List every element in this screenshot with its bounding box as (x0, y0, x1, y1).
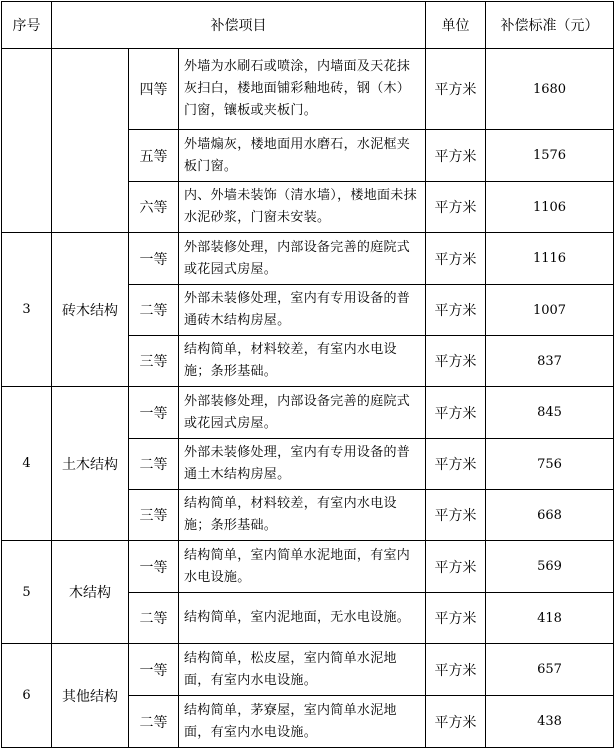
price-cell: 1106 (486, 182, 614, 233)
description-cell: 外部装修处理，内部设备完善的庭院式或花园式房屋。 (179, 233, 426, 285)
unit-cell: 平方米 (426, 130, 486, 182)
unit-cell: 平方米 (426, 387, 486, 439)
grade-cell: 二等 (129, 593, 179, 644)
header-standard: 补偿标准（元） (486, 2, 614, 49)
grade-cell: 六等 (129, 182, 179, 233)
price-cell: 438 (486, 696, 614, 748)
grade-cell: 三等 (129, 490, 179, 541)
table-row (2, 541, 614, 593)
price-cell: 756 (486, 439, 614, 490)
price-cell: 657 (486, 644, 614, 696)
price-cell: 1116 (486, 233, 614, 285)
grade-cell: 一等 (129, 233, 179, 285)
unit-cell: 平方米 (426, 593, 486, 644)
seq-cell (2, 49, 52, 233)
description-cell: 外部未装修处理，室内有专用设备的普通砖木结构房屋。 (179, 285, 426, 336)
price-cell: 837 (486, 336, 614, 387)
category-cell: 土木结构 (52, 387, 129, 541)
description-cell: 结构简单，松皮屋，室内简单水泥地面，有室内水电设施。 (179, 644, 426, 696)
price-cell: 1576 (486, 130, 614, 182)
price-cell: 569 (486, 541, 614, 593)
price-cell: 418 (486, 593, 614, 644)
grade-cell: 一等 (129, 387, 179, 439)
table-row (2, 233, 614, 285)
description-cell: 外墙煽灰，楼地面用水磨石，水泥框夹板门窗。 (179, 130, 426, 182)
table-row (2, 644, 614, 696)
seq-cell: 3 (2, 233, 52, 387)
price-cell: 668 (486, 490, 614, 541)
description-cell: 结构简单，室内简单水泥地面，有室内水电设施。 (179, 541, 426, 593)
grade-cell: 一等 (129, 644, 179, 696)
grade-cell: 二等 (129, 696, 179, 748)
description-cell: 外部未装修处理，室内有专用设备的普通土木结构房屋。 (179, 439, 426, 490)
price-cell: 845 (486, 387, 614, 439)
unit-cell: 平方米 (426, 439, 486, 490)
description-cell: 结构简单，茅寮屋，室内简单水泥地面，有室内水电设施。 (179, 696, 426, 748)
unit-cell: 平方米 (426, 644, 486, 696)
description-cell: 结构简单，室内泥地面，无水电设施。 (179, 593, 426, 644)
unit-cell: 平方米 (426, 336, 486, 387)
unit-cell: 平方米 (426, 490, 486, 541)
grade-cell: 四等 (129, 49, 179, 130)
unit-cell: 平方米 (426, 285, 486, 336)
grade-cell: 五等 (129, 130, 179, 182)
description-cell: 结构简单，材料较差，有室内水电设施；条形基础。 (179, 336, 426, 387)
grade-cell: 二等 (129, 439, 179, 490)
category-cell: 木结构 (52, 541, 129, 644)
seq-cell: 4 (2, 387, 52, 541)
compensation-table (1, 1, 614, 748)
unit-cell: 平方米 (426, 233, 486, 285)
unit-cell: 平方米 (426, 696, 486, 748)
category-cell: 其他结构 (52, 644, 129, 748)
unit-cell: 平方米 (426, 49, 486, 130)
category-cell: 砖木结构 (52, 233, 129, 387)
description-cell: 外部装修处理，内部设备完善的庭院式或花园式房屋。 (179, 387, 426, 439)
table-row (2, 49, 614, 130)
header-item: 补偿项目 (52, 2, 426, 49)
unit-cell: 平方米 (426, 541, 486, 593)
price-cell: 1680 (486, 49, 614, 130)
table-row (2, 387, 614, 439)
description-cell: 内、外墙未装饰（清水墙），楼地面未抹水泥砂浆，门窗未安装。 (179, 182, 426, 233)
seq-cell: 6 (2, 644, 52, 748)
seq-cell: 5 (2, 541, 52, 644)
grade-cell: 二等 (129, 285, 179, 336)
header-row (2, 2, 614, 49)
grade-cell: 一等 (129, 541, 179, 593)
unit-cell: 平方米 (426, 182, 486, 233)
header-unit: 单位 (426, 2, 486, 49)
price-cell: 1007 (486, 285, 614, 336)
category-cell (52, 49, 129, 233)
description-cell: 外墙为水刷石或喷涂，内墙面及天花抹灰扫白，楼地面铺彩釉地砖，钢（木）门窗，镶板或夹板门。 (179, 49, 426, 130)
header-seq: 序号 (2, 2, 52, 49)
description-cell: 结构简单，材料较差，有室内水电设施；条形基础。 (179, 490, 426, 541)
grade-cell: 三等 (129, 336, 179, 387)
